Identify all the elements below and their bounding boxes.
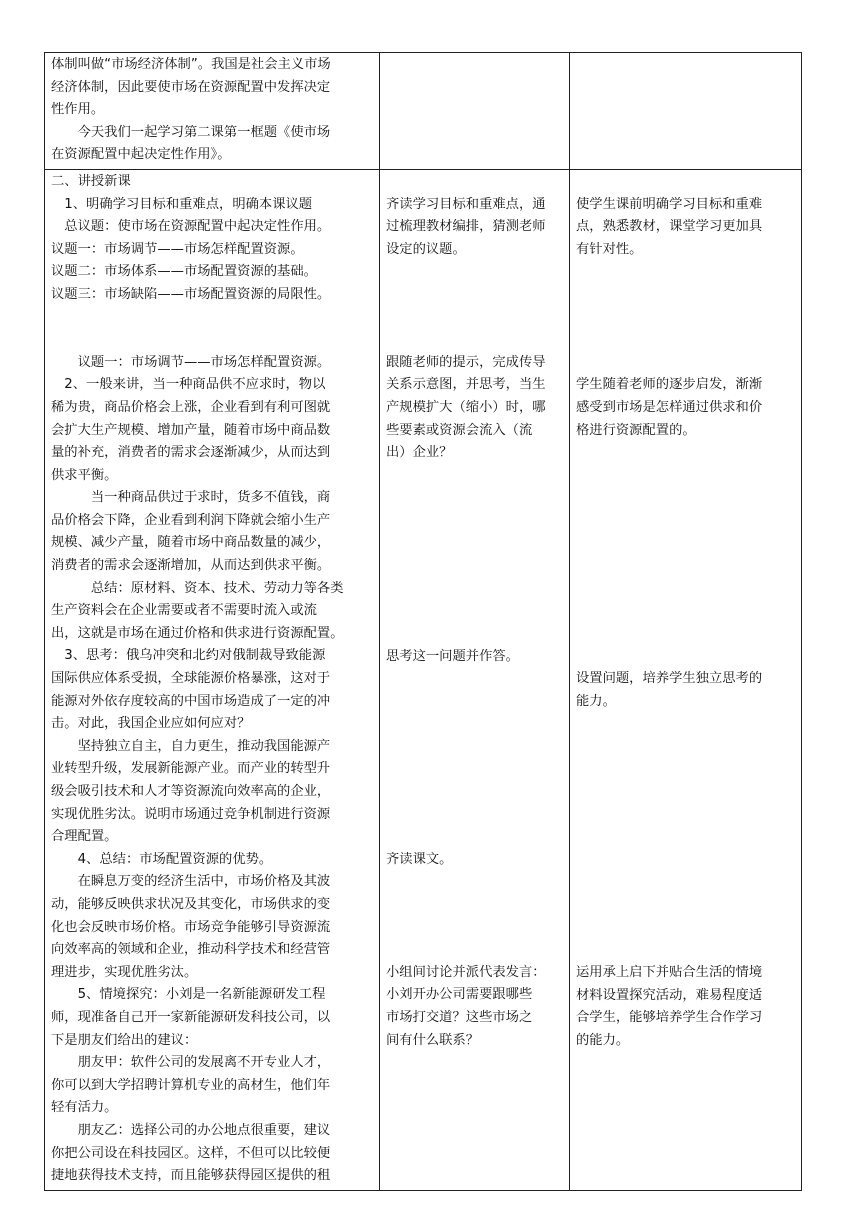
text-line: 格进行资源配置的。 bbox=[576, 422, 696, 438]
text-block bbox=[386, 194, 563, 262]
text-line: 向效率高的领域和企业，推动科学技术和经营管 bbox=[51, 942, 331, 958]
spacer bbox=[576, 713, 795, 962]
text-line: 3、思考：俄乌冲突和北约对俄制裁导致能源 bbox=[51, 648, 326, 664]
text-line: 材料设置探究活动，难易程度适 bbox=[576, 987, 763, 1003]
text-line: 市场打交道？这些市场之 bbox=[386, 1010, 533, 1026]
text-line: 能力。 bbox=[576, 693, 616, 709]
text-line: 过梳理教材编排，猜测老师 bbox=[386, 219, 546, 235]
text-line: 级会吸引技术和人才等资源流向效率高的企业， bbox=[51, 784, 331, 799]
design-intent-cell bbox=[570, 169, 802, 1190]
student-activity-cell bbox=[380, 53, 570, 170]
text-line: 体制叫做“市场经济体制”。我国是社会主义市场 bbox=[51, 57, 331, 72]
text-line: 稀为贵，商品价格会上涨，企业看到有利可图就 bbox=[51, 399, 331, 415]
text-line: 朋友甲：软件公司的发展离不开专业人才， bbox=[51, 1055, 331, 1071]
text-line: 国际供应体系受损，全球能源价格暴涨，这对于 bbox=[51, 671, 331, 687]
text-line: 在瞬息万变的经济生活中，市场价格及其波 bbox=[51, 874, 331, 890]
text-line: 学生随着老师的逐步启发，渐渐 bbox=[576, 377, 763, 393]
text-line: 实现优胜劣汰。说明市场通过竞争机制进行资源 bbox=[51, 806, 331, 822]
text-line: 性作用。 bbox=[51, 102, 105, 118]
text-line: 小组间讨论并派代表发言： bbox=[386, 964, 546, 980]
text-line: 议题二：市场体系——市场配置资源的基础。 bbox=[51, 264, 317, 280]
text-block bbox=[386, 646, 563, 669]
text-block bbox=[386, 352, 563, 465]
text-line: 动，能够反映供求状况及其变化，市场供求的变 bbox=[51, 896, 331, 912]
text-line: 出）企业？ bbox=[386, 445, 453, 461]
spacer bbox=[386, 171, 563, 194]
spacer bbox=[576, 171, 795, 194]
text-line: 议题一：市场调节——市场怎样配置资源。 bbox=[51, 241, 304, 257]
text-line: 捷地获得技术支持，而且能够获得园区提供的租 bbox=[51, 1168, 331, 1184]
text-line: 总议题：使市场在资源配置中起决定性作用。 bbox=[51, 219, 331, 235]
text-line: 今天我们一起学习第二课第一框题《使市场 bbox=[51, 124, 331, 140]
text-block bbox=[51, 171, 373, 307]
text-line: 在资源配置中起决定性作用》。 bbox=[51, 147, 231, 163]
text-line: 轻有活力。 bbox=[51, 1100, 118, 1116]
text-line: 小刘开办公司需要跟哪些 bbox=[386, 987, 533, 1003]
text-line: 设置问题，培养学生独立思考的 bbox=[576, 671, 763, 687]
text-line: 使学生课前明确学习目标和重难 bbox=[576, 196, 763, 212]
text-block bbox=[576, 962, 795, 1052]
text-line: 点，熟悉教材，课堂学习更加具 bbox=[576, 219, 763, 235]
text-block bbox=[576, 374, 795, 442]
spacer bbox=[386, 465, 563, 646]
text-block bbox=[386, 849, 563, 872]
spacer bbox=[386, 261, 563, 351]
text-line: 议题一：市场调节——市场怎样配置资源。 bbox=[51, 354, 331, 370]
spacer bbox=[576, 261, 795, 374]
text-line: 5、情境探究：小刘是一名新能源研发工程 bbox=[51, 987, 326, 1003]
text-line: 师，现准备自己开一家新能源研发科技公司，以 bbox=[51, 1009, 331, 1025]
teacher-activity-cell bbox=[45, 53, 380, 170]
text-line: 生产资料会在企业需要或者不需要时流入或流 bbox=[51, 603, 317, 619]
text-line: 会扩大生产规模、增加产量，随着市场中商品数 bbox=[51, 422, 331, 438]
text-line: 坚持独立自主，自力更生，推动我国能源产 bbox=[51, 738, 331, 754]
text-block bbox=[576, 194, 795, 262]
design-intent-cell bbox=[570, 53, 802, 170]
text-line: 齐读学习目标和重难点，通 bbox=[386, 196, 546, 212]
text-line: 的能力。 bbox=[576, 1032, 630, 1048]
spacer bbox=[51, 307, 373, 330]
text-line: 下是朋友们给出的建议： bbox=[51, 1032, 198, 1048]
text-line: 量的补充，消费者的需求会逐渐减少，从而达到 bbox=[51, 445, 331, 461]
table-row bbox=[45, 169, 802, 1190]
text-line: 运用承上启下并贴合生活的情境 bbox=[576, 964, 763, 980]
text-line: 经济体制，因此要使市场在资源配置中发挥决定 bbox=[51, 79, 331, 95]
text-line: 出，这就是市场在通过价格和供求进行资源配置。 bbox=[51, 625, 344, 641]
text-line: 朋友乙：选择公司的办公地点很重要，建议 bbox=[51, 1122, 331, 1138]
text-block bbox=[51, 352, 373, 1188]
text-line: 4、总结：市场配置资源的优势。 bbox=[51, 851, 273, 867]
text-block bbox=[576, 668, 795, 713]
student-activity-cell bbox=[380, 169, 570, 1190]
text-line: 设定的议题。 bbox=[386, 241, 466, 257]
text-line: 供求平衡。 bbox=[51, 467, 118, 483]
text-line: 理进步，实现优胜劣汰。 bbox=[51, 964, 198, 980]
text-line: 当一种商品供过于求时，货多不值钱，商 bbox=[51, 490, 331, 506]
text-line: 你可以到大学招聘计算机专业的高材生，他们年 bbox=[51, 1077, 331, 1093]
lesson-plan-table bbox=[44, 52, 802, 1191]
spacer bbox=[386, 871, 563, 961]
text-line: 思考这一问题并作答。 bbox=[386, 648, 519, 664]
text-line: 些要素或资源会流入（流 bbox=[386, 422, 533, 438]
text-line: 齐读课文。 bbox=[386, 851, 453, 867]
text-line: 能源对外依存度较高的中国市场造成了一定的冲 bbox=[51, 693, 331, 709]
text-line: 1、明确学习目标和重难点，明确本课议题 bbox=[51, 196, 313, 212]
text-block bbox=[51, 54, 373, 167]
text-line: 击。对此，我国企业应如何应对？ bbox=[51, 716, 251, 732]
text-line: 合学生，能够培养学生合作学习 bbox=[576, 1010, 763, 1026]
text-line: 化也会反映市场价格。市场竞争能够引导资源流 bbox=[51, 919, 331, 935]
text-line: 2、一般来讲，当一种商品供不应求时，物以 bbox=[51, 377, 326, 393]
text-line: 跟随老师的提示，完成传导 bbox=[386, 354, 546, 370]
text-line: 消费者的需求会逐渐增加，从而达到供求平衡。 bbox=[51, 558, 331, 574]
text-line: 有针对性。 bbox=[576, 241, 643, 257]
text-line: 规模、减少产量，随着市场中商品数量的减少， bbox=[51, 535, 331, 551]
text-line: 议题三：市场缺陷——市场配置资源的局限性。 bbox=[51, 286, 331, 302]
table-row bbox=[45, 53, 802, 170]
text-line: 关系示意图，并思考，当生 bbox=[386, 377, 546, 393]
text-line: 产规模扩大（缩小）时，哪 bbox=[386, 399, 546, 415]
spacer bbox=[51, 329, 373, 352]
spacer bbox=[386, 668, 563, 849]
spacer bbox=[576, 442, 795, 668]
text-line: 业转型升级，发展新能源产业。而产业的转型升 bbox=[51, 761, 331, 777]
text-block bbox=[386, 962, 563, 1052]
text-line: 二、讲授新课 bbox=[51, 173, 131, 189]
text-line: 间有什么联系？ bbox=[386, 1032, 480, 1048]
text-line: 总结：原材料、资本、技术、劳动力等各类 bbox=[51, 580, 344, 596]
teacher-activity-cell bbox=[45, 169, 380, 1190]
text-line: 你把公司设在科技园区。这样，不但可以比较便 bbox=[51, 1145, 331, 1161]
text-line: 品价格会下降，企业看到利润下降就会缩小生产 bbox=[51, 512, 331, 528]
text-line: 感受到市场是怎样通过供求和价 bbox=[576, 399, 763, 415]
text-line: 合理配置。 bbox=[51, 829, 118, 845]
